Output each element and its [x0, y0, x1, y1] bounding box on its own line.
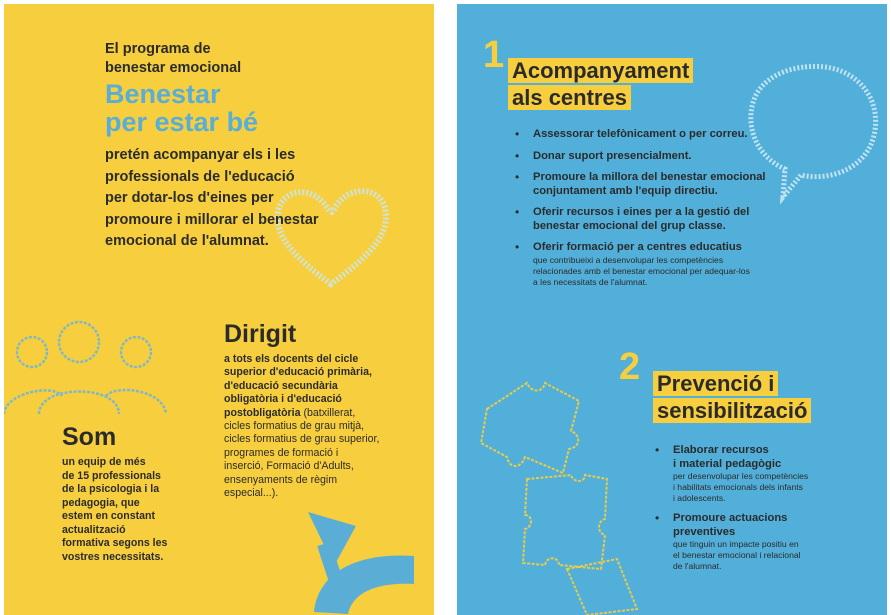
section1-title-line: als centres [508, 85, 631, 110]
som-line: formativa segons les [62, 537, 168, 549]
list-item-text: preventives [673, 525, 736, 538]
list-item-text: • Elaborar recursos [673, 444, 769, 456]
program-title-line: Benestar [105, 79, 221, 109]
list-item-text: • Oferir formació per a centres educatius [533, 241, 742, 253]
intro-text-line: promoure i millorar el benestar [105, 211, 319, 228]
dirigit-line: postobligatòria [224, 406, 301, 419]
dirigit-line: cicles formatius de grau superior, [224, 433, 380, 446]
list-item [513, 206, 853, 233]
list-item-subtext: de l'alumnat. [673, 561, 722, 571]
list-item-text: • Promoure la millora del benestar emocional [533, 171, 766, 183]
som-line: un equip de més [62, 456, 146, 468]
intro-text-line: pretén acompanyar els i les [105, 147, 296, 163]
intro-text [105, 145, 385, 253]
dirigit-heading: Dirigit [224, 320, 297, 348]
list-item-subtext: el benestar emocional i relacional [673, 550, 801, 560]
section1-number: 1 [483, 34, 505, 76]
dirigit-line-rest: (batxillerat, [300, 406, 356, 419]
dirigit-line: superior d'educació primària, [224, 366, 372, 379]
section2-title [653, 370, 811, 424]
som-line: estem en constant [62, 510, 156, 522]
dirigit-text [224, 353, 424, 500]
som-line: pedagogia, que [62, 496, 140, 509]
som-line: de 15 professionals [62, 469, 161, 482]
som-line: actualització [62, 523, 126, 536]
program-title [105, 80, 258, 136]
section1-title [508, 57, 693, 111]
list-item [513, 241, 853, 288]
people-icon [4, 314, 219, 424]
list-item-text: conjuntament amb l'equip directiu. [533, 184, 718, 197]
list-item [653, 512, 873, 572]
section2-title-line: sensibilització [653, 398, 811, 423]
list-item-text: benestar emocional del grup classe. [533, 219, 726, 232]
intro-text-line: professionals de l'educació [105, 168, 295, 185]
list-item-subtext: i habilitats emocionals dels infants [673, 482, 803, 492]
list-item-text: • Promoure actuacions [673, 512, 788, 524]
dirigit-line: a tots els docents del cicle [224, 353, 359, 365]
intro-heading [105, 40, 241, 78]
som-line: de la psicologia i la [62, 483, 160, 495]
dirigit-line: inserció, Formació d'Adults, [224, 460, 354, 473]
list-item-subtext: per desenvolupar les competències [673, 471, 809, 481]
list-item [513, 150, 853, 164]
section2-title-line: Prevenció i [653, 371, 778, 396]
som-heading: Som [62, 423, 117, 451]
intro-line: El programa de [105, 41, 211, 57]
som-text [62, 456, 212, 564]
section2-number: 2 [619, 346, 641, 388]
dirigit-line: programes de formació i [224, 446, 339, 459]
dirigit-line: cicles formatius de grau mitjà, [224, 420, 365, 433]
arrow-icon [294, 504, 434, 615]
dirigit-line: obligatòria i d'educació [224, 393, 342, 406]
dirigit-line: especial...). [224, 487, 279, 500]
right-panel [457, 4, 887, 615]
puzzle-icon [467, 369, 647, 615]
list-item [513, 171, 853, 198]
list-item-subtext: que contribueixi a desenvolupar les competències [533, 254, 724, 265]
list-item-text: Assessorar telefònicament o per correu. [533, 128, 748, 140]
section1-title-line: Acompanyament [508, 58, 693, 83]
intro-line: benestar emocional [105, 60, 242, 76]
list-item [513, 128, 853, 142]
list-item-subtext: a les necessitats de l'alumnat. [533, 276, 648, 287]
list-item [653, 444, 873, 504]
left-panel [4, 4, 434, 615]
dirigit-line: ensenyaments de règim [224, 473, 338, 486]
program-title-line: per estar bé [105, 107, 259, 137]
intro-text-line: per dotar-los d'eines per [105, 190, 274, 206]
intro-text-line: emocional de l'alumnat. [105, 233, 269, 249]
list-item-text: Donar suport presencialment. [533, 149, 692, 162]
list-item-text: i material pedagògic [673, 457, 782, 470]
list-item-subtext: i adolescents. [673, 493, 726, 503]
dirigit-line: d'educació secundària [224, 379, 338, 392]
list-item-subtext: relacionades amb el benestar emocional per adequar-los [533, 265, 750, 276]
list-item-subtext: que tinguin un impacte positiu en [673, 539, 799, 549]
som-line: vostres necessitats. [62, 550, 164, 563]
section2-list [653, 444, 873, 572]
list-item-text: • Oferir recursos i eines per a la gestió del [533, 206, 750, 218]
section1-list [513, 128, 853, 288]
